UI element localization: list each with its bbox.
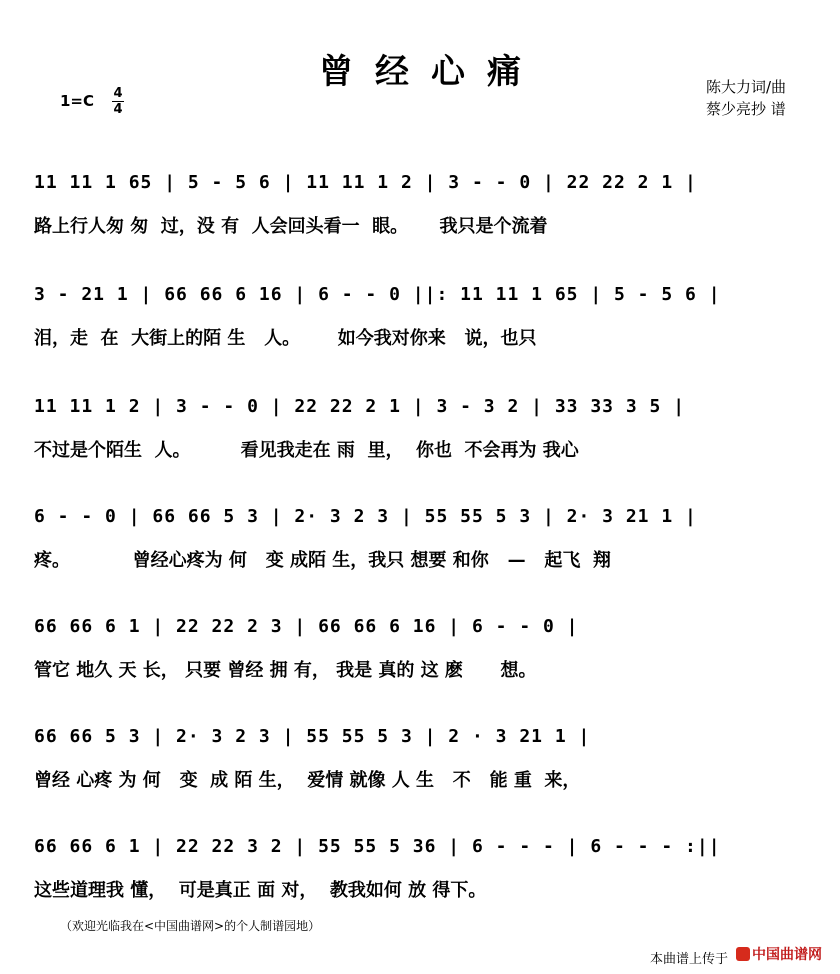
time-signature-top: 4 (113, 86, 123, 101)
time-signature-bottom: 4 (113, 102, 123, 117)
song-title: 曾经心痛 (319, 52, 543, 92)
notation-line: 66 66 6 1 | 22 22 3 2 | 55 55 5 36 | 6 - - - | 6 - - - :|| (34, 836, 721, 857)
logo-text: 中国曲谱网 (752, 947, 822, 963)
footer-note: （欢迎光临我在<中国曲谱网>的个人制谱园地） (60, 919, 321, 933)
credit-lyricist-composer: 陈大力词/曲 (706, 78, 787, 96)
time-signature (112, 86, 124, 117)
notation-line: 11 11 1 2 | 3 - - 0 | 22 22 2 1 | 3 - 3 2 | 33 33 3 5 | (34, 396, 686, 417)
lyrics-line: 不过是个陌生 人。 看见我走在 雨 里， 你也 不会再为 我心 (34, 440, 579, 461)
notation-line: 66 66 5 3 | 2· 3 2 3 | 55 55 5 3 | 2 · 3 21 1 | (34, 726, 591, 747)
lyrics-line: 路上行人匆 匆 过，没 有 人会回头看一 眼。 我只是个流着 (34, 216, 548, 237)
logo-icon (736, 947, 750, 961)
notation-line: 66 66 6 1 | 22 22 2 3 | 66 66 6 16 | 6 - - 0 | (34, 616, 579, 637)
notation-line: 6 - - 0 | 66 66 5 3 | 2· 3 2 3 | 55 55 5 3 | 2· 3 21 1 | (34, 506, 697, 527)
site-logo (736, 944, 822, 964)
key-signature: 1=C (60, 92, 95, 110)
lyrics-line: 泪，走 在 大街上的陌 生 人。 如今我对你来 说，也只 (34, 328, 537, 349)
credit-transcriber: 蔡少亮抄 谱 (706, 100, 786, 118)
lyrics-line: 曾经 心疼 为 何 变 成 陌 生， 爱情 就像 人 生 不 能 重 来， (34, 770, 581, 791)
credits (706, 76, 786, 120)
upload-note: 本曲谱上传于 (650, 952, 729, 967)
lyrics-line: 管它 地久 天 长， 只要 曾经 拥 有， 我是 真的 这 麽 想。 (34, 660, 537, 681)
notation-line: 11 11 1 65 | 5 - 5 6 | 11 11 1 2 | 3 - - 0 | 22 22 2 1 | (34, 172, 697, 193)
notation-line: 3 - 21 1 | 66 66 6 16 | 6 - - 0 ||: 11 11 1 65 | 5 - 5 6 | (34, 284, 721, 305)
lyrics-line: 这些道理我 懂， 可是真正 面 对， 教我如何 放 得下。 (34, 880, 487, 901)
lyrics-line: 疼。 曾经心疼为 何 变 成陌 生，我只 想要 和你 — 起飞 翔 (34, 550, 611, 571)
